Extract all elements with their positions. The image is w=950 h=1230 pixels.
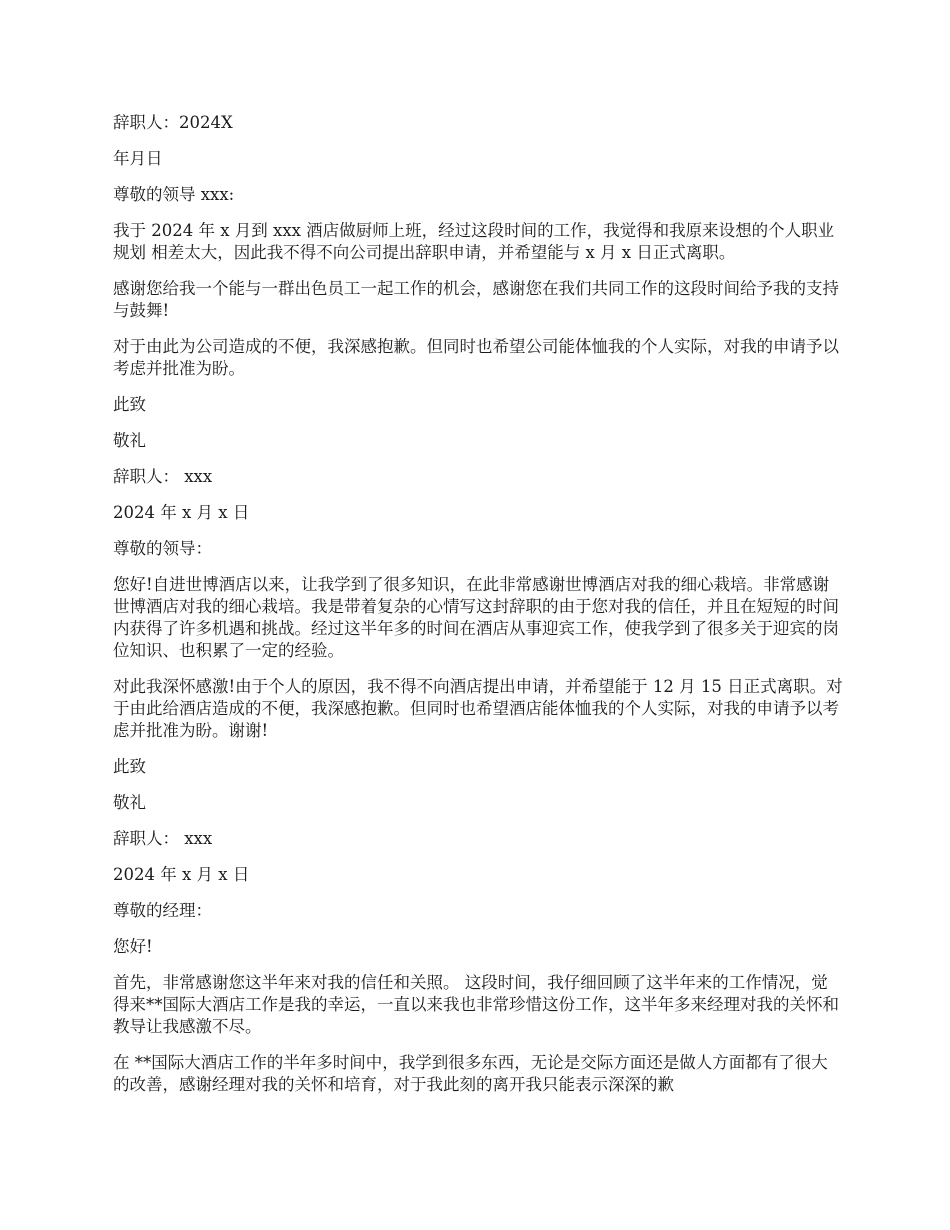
paragraph: 2024 年 x 月 x 日 (113, 865, 250, 884)
paragraph: 此致 (113, 395, 146, 414)
paragraph: 您好! (113, 937, 153, 956)
paragraph: 敬礼 (113, 431, 146, 450)
paragraph: 我于 2024 年 x 月到 xxx 酒店做厨师上班，经过这段时间的工作，我觉得和我原来设想的个人职业规划 相差太大，因此我不得不向公司提出辞职申请，并希望能与 x 月 x 日正式离职。 (113, 221, 835, 262)
paragraph: 对此我深怀感激!由于个人的原因，我不得不向酒店提出申请，并希望能于 12 月 15 日正式离职。对于由此给酒店造成的不便，我深感抱歉。但同时也希望酒店能体恤我的个人实际，对我的申请予以考虑并批准为盼。谢谢! (113, 677, 843, 740)
document-body (113, 112, 843, 1110)
paragraph: 2024 年 x 月 x 日 (113, 503, 250, 522)
paragraph: 尊敬的经理： (113, 901, 212, 920)
paragraph: 对于由此为公司造成的不便，我深感抱歉。但同时也希望公司能体恤我的个人实际，对我的申请予以考虑并批准为盼。 (113, 337, 839, 378)
paragraph: 尊敬的领导 xxx: (113, 185, 235, 204)
paragraph: 年月日 (113, 149, 163, 168)
paragraph: 感谢您给我一个能与一群出色员工一起工作的机会，感谢您在我们共同工作的这段时间给予我的支持与鼓舞! (113, 279, 839, 320)
paragraph: 辞职人： xxx (113, 467, 213, 486)
paragraph: 辞职人： xxx (113, 829, 213, 848)
paragraph: 此致 (113, 757, 146, 776)
paragraph: 尊敬的领导： (113, 539, 212, 558)
paragraph: 在 **国际大酒店工作的半年多时间中，我学到很多东西，无论是交际方面还是做人方面都有了很大的改善，感谢经理对我的关怀和培育，对于我此刻的离开我只能表示深深的歉 (113, 1053, 828, 1094)
paragraph: 您好!自进世博酒店以来，让我学到了很多知识，在此非常感谢世博酒店对我的细心栽培。非常感谢世博酒店对我的细心栽培。我是带着复杂的心情写这封辞职的由于您对我的信任，并且在短短的时间内获得了许多机遇和挑战。经过这半年多的时间在酒店从事迎宾工作，使我学到了很多关于迎宾的岗位知识、也积累了一定的经验。 (113, 575, 839, 660)
paragraph: 敬礼 (113, 793, 146, 812)
paragraph: 辞职人：2024X (113, 113, 233, 132)
paragraph: 首先，非常感谢您这半年来对我的信任和关照。 这段时间，我仔细回顾了这半年来的工作情况，觉得来**国际大酒店工作是我的幸运，一直以来我也非常珍惜这份工作，这半年多来经理对我的关怀和教导让我感激不尽。 (113, 973, 839, 1036)
